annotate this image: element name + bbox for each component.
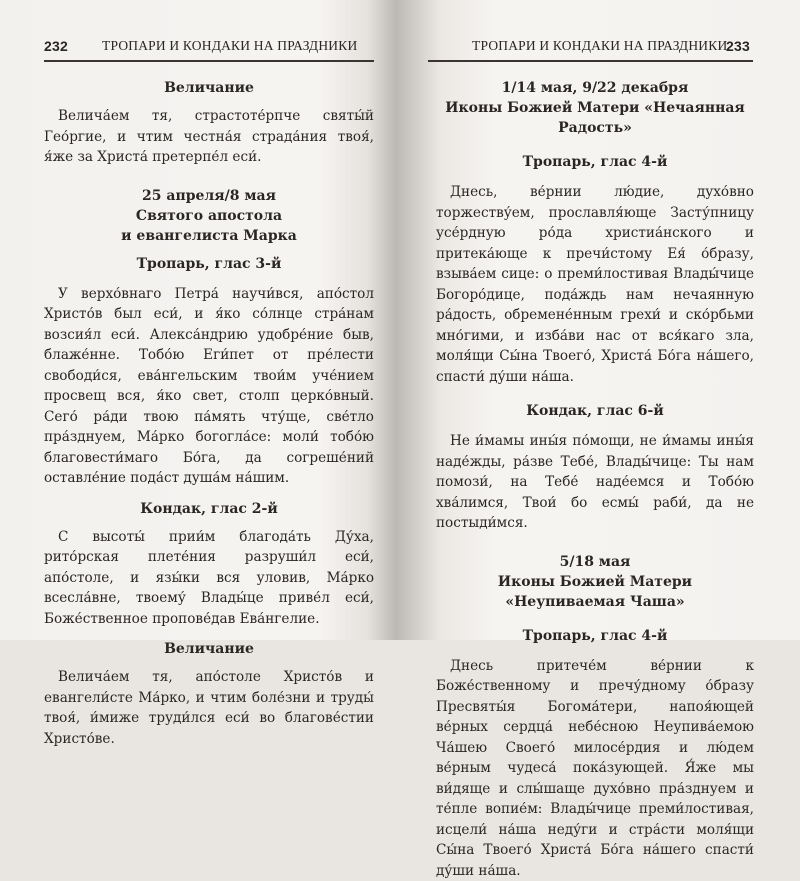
right-page [400,0,800,640]
left-running-title: ТРОПАРИ И КОНДАКИ НА ПРАЗДНИКИ [102,38,357,54]
right-header-rule [428,60,753,62]
hymn-text: С высоты́ прии́м благода́ть Ду́ха, рито́рская плете́ния разруши́л еси́, апо́столе, и язы́ки вся уловив, Ма́рко всесла́вне, твоему́ Влады́це приве́л еси́, Боже́ственное пропове́дав Ева́нгелие. [44,527,374,630]
feast-title: Иконы Божией Матери «Нечаянная Радость» [436,98,754,138]
hymn-text: Велича́ем тя, апо́столе Христо́в и евангели́сте Ма́рко, и чтим боле́зни и труды́ твоя́, и́миже труди́лся еси́ во благове́стии Христо́ве. [44,667,374,749]
section-heading: Кондак, глас 2-й [44,499,374,519]
feast-date: 5/18 мая [436,552,754,572]
section-heading: Тропарь, глас 4-й [436,152,754,172]
feast-title: и евангелиста Марка [44,226,374,246]
hymn-text: Днесь притече́м ве́рнии к Боже́ственному и пречу́дному о́бразу Пресвяты́я Богома́тери, напоя́ющей ве́рных сердца́ небе́сною Неупива́емою Ча́шею Своего́ милосе́рдия и лю́дем ве́рным чудеса́ пока́зующей. Я́же мы ви́дяще и слы́шаще духо́вно пра́зднуем и те́пле вопие́м: Влады́чице преми́лостивая, исцели́ на́ша неду́ги и стра́сти моля́щи Сы́на Твоего́ Христа́ Бо́га на́шего спасти́ ду́ши на́ша. [436,656,754,881]
section-heading: Тропарь, глас 4-й [436,626,754,646]
section-heading: Величание [44,78,374,98]
section-heading: Тропарь, глас 3-й [44,254,374,274]
section-heading: Кондак, глас 6-й [436,401,754,421]
hymn-text: Днесь, ве́рнии лю́дие, духо́вно торжеству́ем, прославля́юще Засту́пницу усе́рдную ро́да христиа́нского и притека́юще к пречи́стому Ея́ о́бразу, взыва́ем сице: о преми́лостивая Влады́чице Богоро́дице, пода́ждь нам нечаянную ра́дость, обремене́нным грехи́ и ско́рбьми мно́гими, и изба́ви нас от вся́каго зла, моля́щи Сы́на Твоего́, Христа́ Бо́га на́шего, спасти́ ду́ши на́ша. [436,182,754,387]
hymn-text: Не и́мамы ины́я по́мощи, не и́мамы ины́я наде́жды, ра́зве Тебе́, Влады́чице: Ты нам помози́, на Тебе́ наде́емся и Тобо́ю хва́лимся, Твои́ бо есмы́ раби́, да не постыди́мся. [436,431,754,534]
left-page-number: 232 [44,38,68,54]
hymn-text: Велича́ем тя, страстоте́рпче святы́й Гео́ргие, и чтим честна́я страда́ния твоя́, я́же за Христа́ претерпе́л еси́. [44,106,374,168]
right-page-number: 233 [726,38,750,54]
right-running-title: ТРОПАРИ И КОНДАКИ НА ПРАЗДНИКИ [472,38,727,54]
section-heading: Величание [44,639,374,659]
right-text-column [436,70,754,881]
feast-date: 1/14 мая, 9/22 декабря [436,78,754,98]
feast-title: Иконы Божией Матери «Неупиваемая Чаша» [436,572,754,612]
left-page [0,0,400,640]
feast-title: Святого апостола [44,206,374,226]
left-header-rule [44,60,374,62]
hymn-text: У верхо́внаго Петра́ научи́вся, апо́стол Христо́в был еси́, и я́ко со́лнце стра́нам возсия́л еси́. Алекса́ндрию удобре́ние быв, блаже́нне. Тобо́ю Еги́пет от пре́лести свободи́ся, ева́нгельским твои́м уче́нием просвещ вся, я́ко свет, столп церко́вный. Сего́ ра́ди твою па́мять чту́ще, све́тло пра́зднуем, Ма́рко богогла́се: моли́ тобо́ю благовести́маго Бо́га, да согреше́ний оставле́ние пода́ст душа́м на́шим. [44,284,374,489]
left-text-column [44,70,374,749]
feast-date: 25 апреля/8 мая [44,186,374,206]
